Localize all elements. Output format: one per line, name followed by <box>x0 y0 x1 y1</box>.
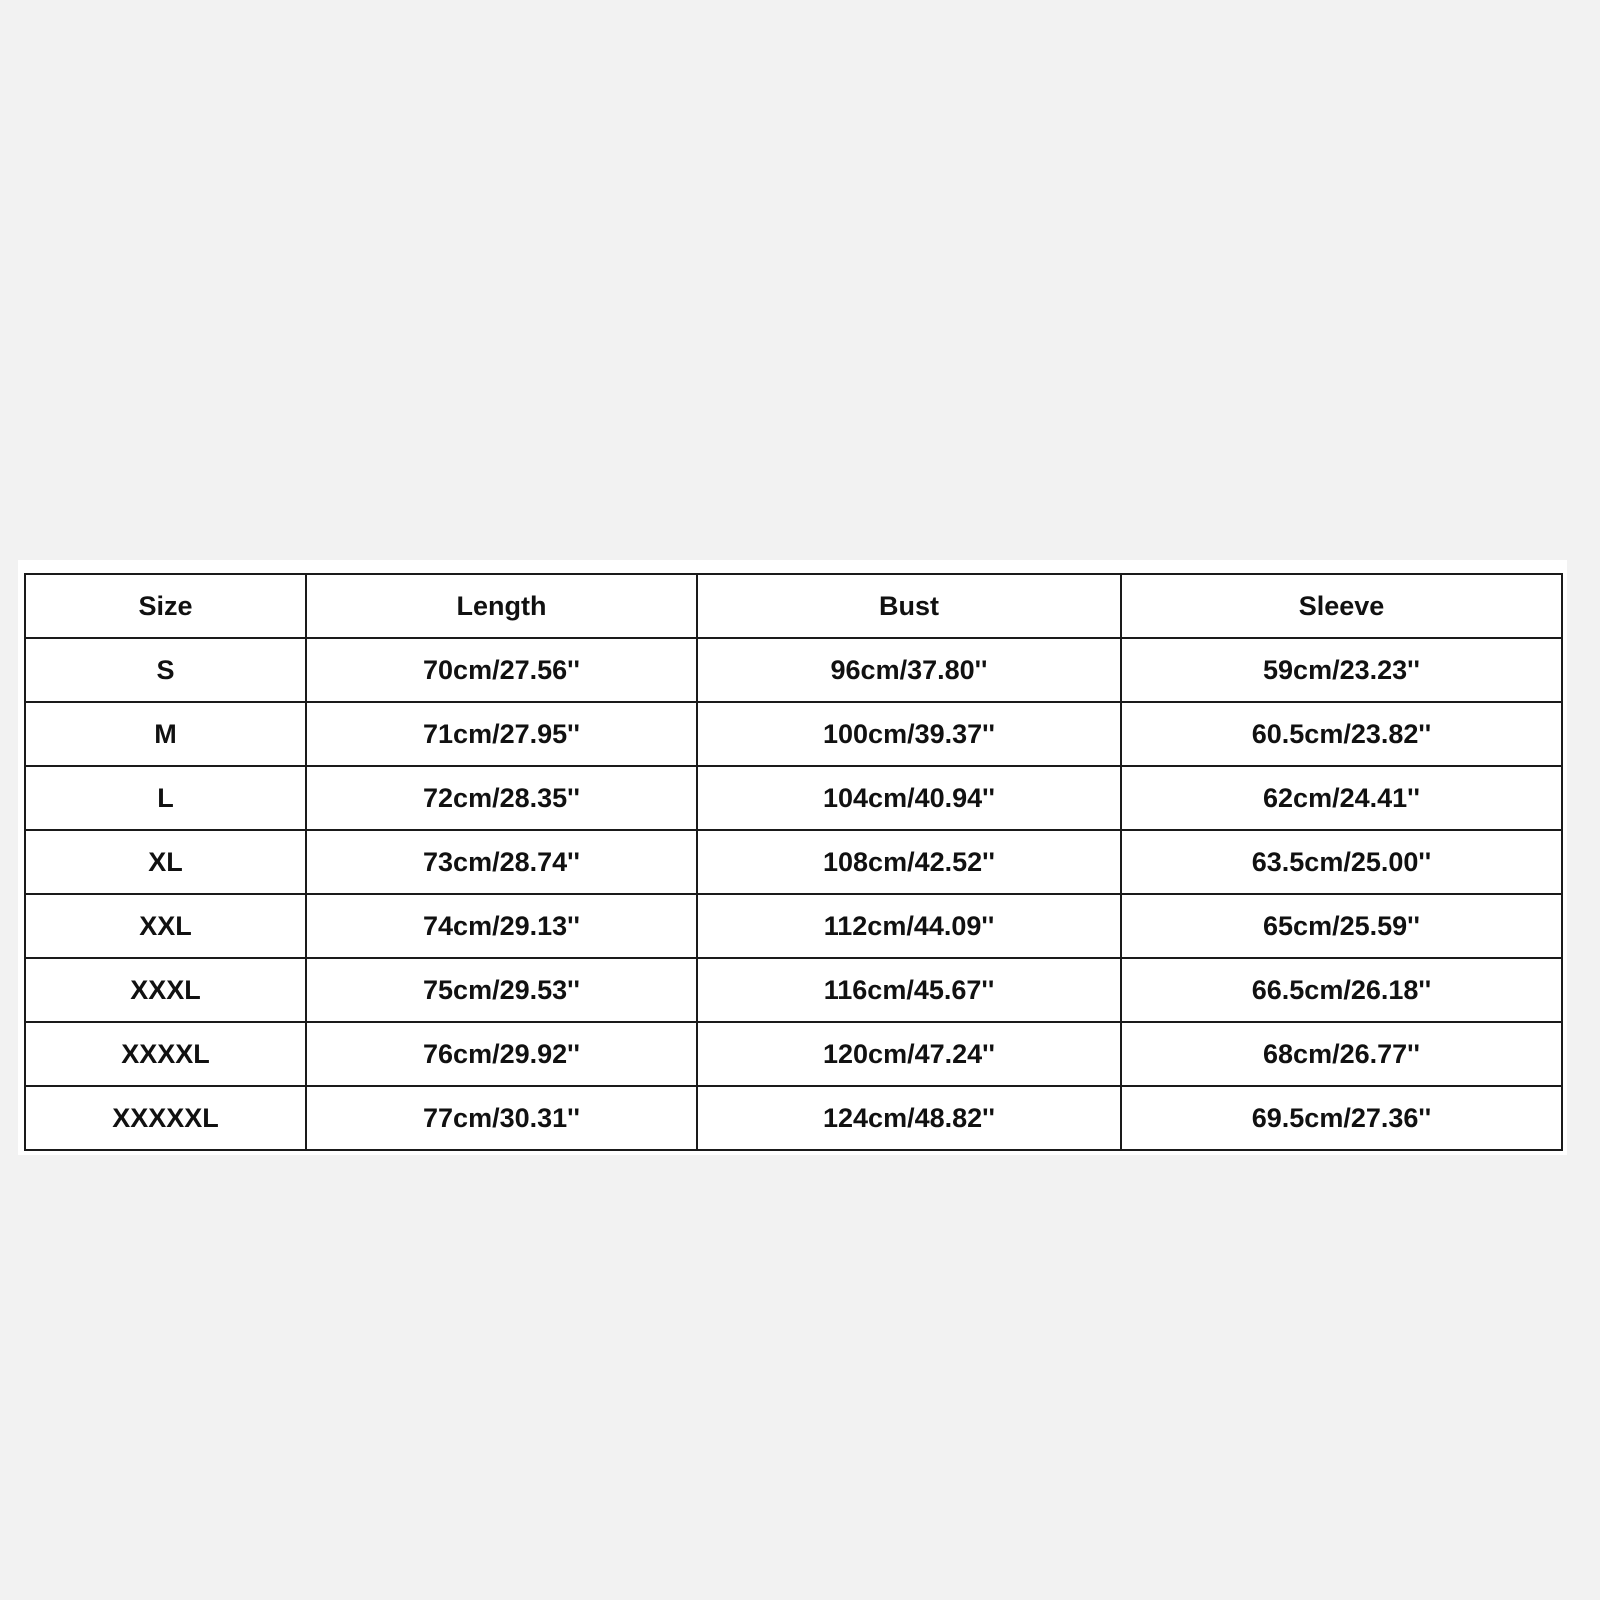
bust-cell: 120cm/47.24'' <box>697 1022 1121 1086</box>
bust-cell: 96cm/37.80'' <box>697 638 1121 702</box>
sleeve-cell: 63.5cm/25.00'' <box>1121 830 1562 894</box>
size-cell: M <box>25 702 306 766</box>
size-cell: L <box>25 766 306 830</box>
length-cell: 73cm/28.74'' <box>306 830 697 894</box>
header-size: Size <box>25 574 306 638</box>
sleeve-cell: 59cm/23.23'' <box>1121 638 1562 702</box>
length-cell: 75cm/29.53'' <box>306 958 697 1022</box>
sleeve-cell: 68cm/26.77'' <box>1121 1022 1562 1086</box>
table-row <box>25 894 1562 958</box>
length-cell: 77cm/30.31'' <box>306 1086 697 1150</box>
table-row <box>25 830 1562 894</box>
bust-cell: 100cm/39.37'' <box>697 702 1121 766</box>
length-cell: 76cm/29.92'' <box>306 1022 697 1086</box>
table-row <box>25 1022 1562 1086</box>
size-cell: XXXL <box>25 958 306 1022</box>
bust-cell: 116cm/45.67'' <box>697 958 1121 1022</box>
sleeve-cell: 62cm/24.41'' <box>1121 766 1562 830</box>
bust-cell: 104cm/40.94'' <box>697 766 1121 830</box>
bust-cell: 112cm/44.09'' <box>697 894 1121 958</box>
length-cell: 70cm/27.56'' <box>306 638 697 702</box>
length-cell: 72cm/28.35'' <box>306 766 697 830</box>
bust-cell: 108cm/42.52'' <box>697 830 1121 894</box>
header-length: Length <box>306 574 697 638</box>
table-row <box>25 1086 1562 1150</box>
size-cell: XL <box>25 830 306 894</box>
table-row <box>25 638 1562 702</box>
header-sleeve: Sleeve <box>1121 574 1562 638</box>
header-bust: Bust <box>697 574 1121 638</box>
length-cell: 74cm/29.13'' <box>306 894 697 958</box>
size-cell: XXL <box>25 894 306 958</box>
size-cell: XXXXXL <box>25 1086 306 1150</box>
sleeve-cell: 66.5cm/26.18'' <box>1121 958 1562 1022</box>
size-chart-table <box>24 573 1563 1151</box>
header-row <box>25 574 1562 638</box>
size-cell: XXXXL <box>25 1022 306 1086</box>
sleeve-cell: 60.5cm/23.82'' <box>1121 702 1562 766</box>
table-row <box>25 766 1562 830</box>
bust-cell: 124cm/48.82'' <box>697 1086 1121 1150</box>
size-cell: S <box>25 638 306 702</box>
length-cell: 71cm/27.95'' <box>306 702 697 766</box>
table-row <box>25 702 1562 766</box>
sleeve-cell: 69.5cm/27.36'' <box>1121 1086 1562 1150</box>
table-row <box>25 958 1562 1022</box>
sleeve-cell: 65cm/25.59'' <box>1121 894 1562 958</box>
